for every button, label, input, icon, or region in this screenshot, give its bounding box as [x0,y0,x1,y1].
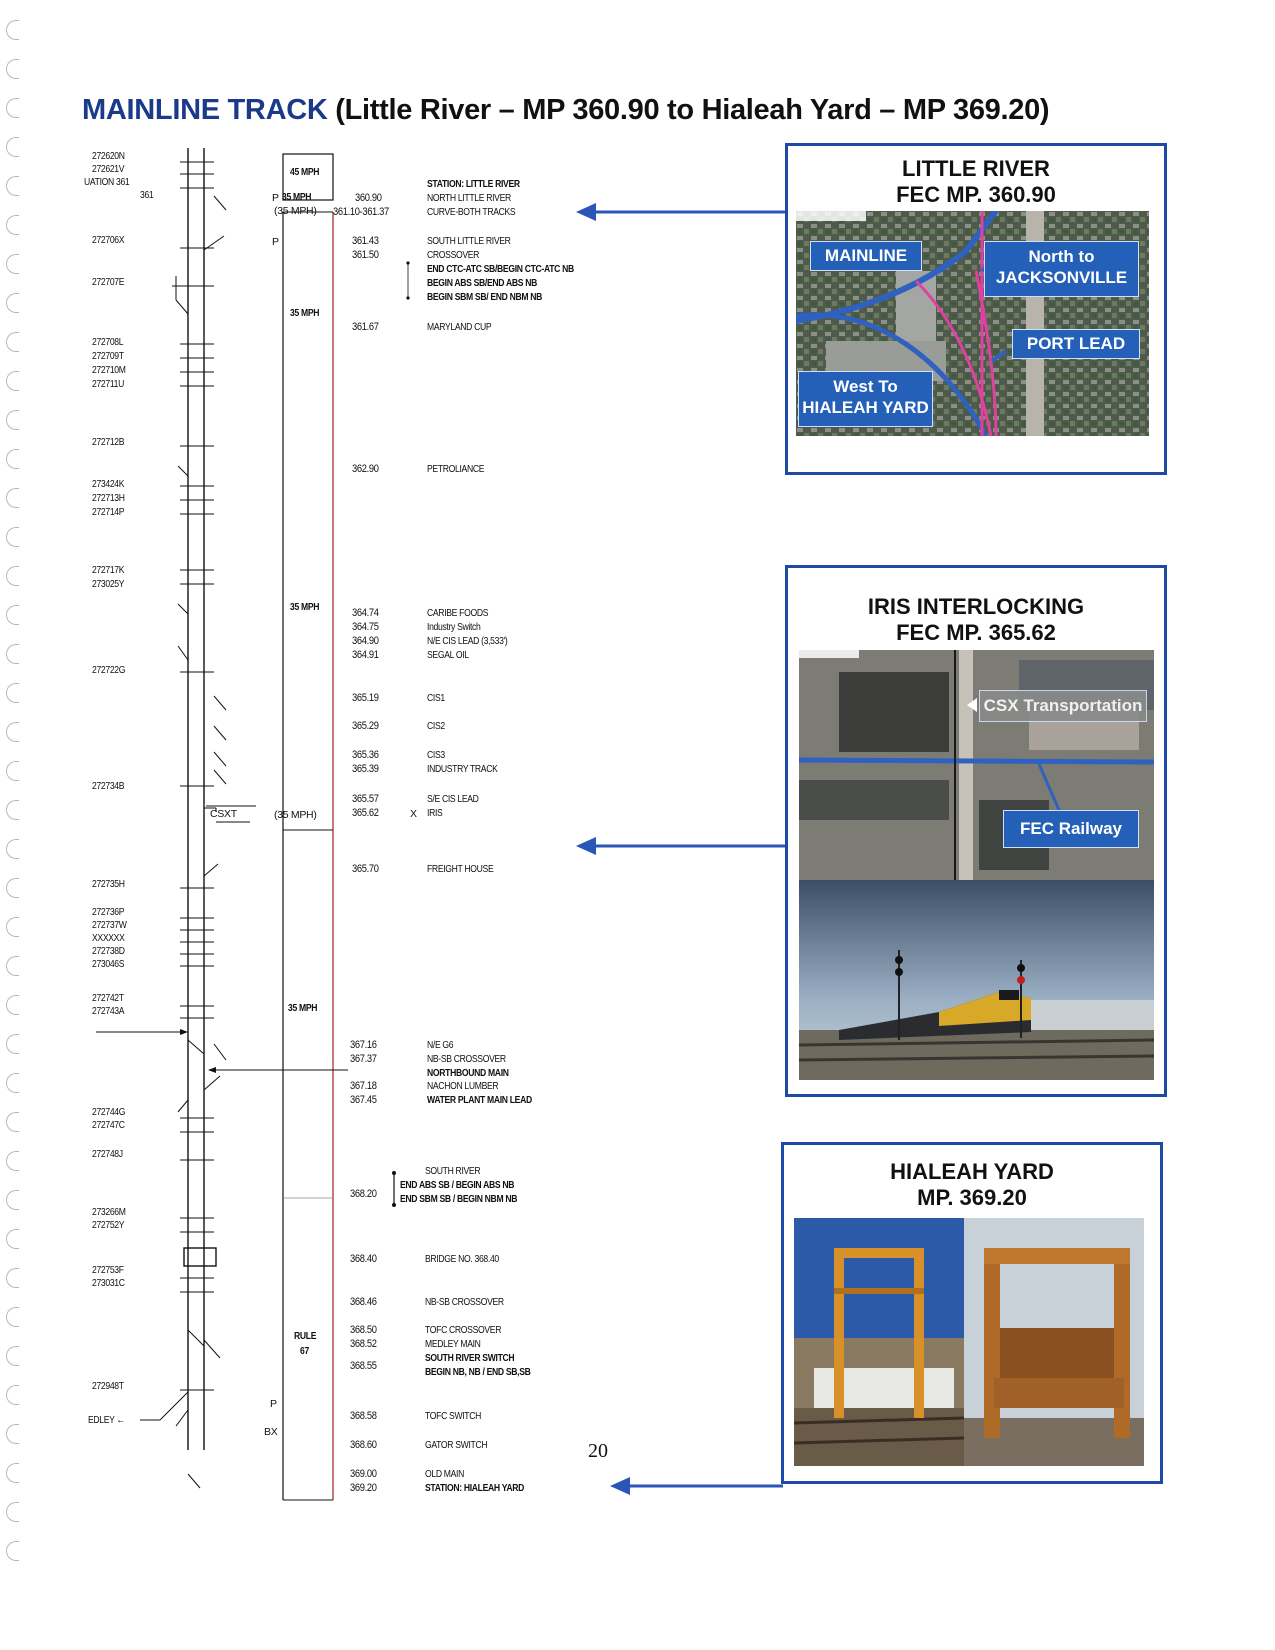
speed-limit: 35 MPH [282,191,312,203]
location-description: CIS2 [427,720,445,732]
location-description: STATION: LITTLE RIVER [427,178,520,190]
location-description: N/E G6 [427,1039,454,1051]
location-description: MEDLEY MAIN [425,1338,481,1350]
little-river-panel [785,143,1167,475]
panel-subtitle: FEC MP. 360.90 [896,182,1056,207]
crossing-number: 272708L [92,336,124,348]
location-description: TOFC CROSSOVER [425,1324,502,1336]
location-description: NB-SB CROSSOVER [425,1296,504,1308]
page-title-rest: (Little River – MP 360.90 to Hialeah Yard – MP 369.20) [335,94,1050,126]
location-description: END CTC-ATC SB/BEGIN CTC-ATC NB [427,263,574,275]
milepost: 361.10-361.37 [333,206,389,218]
location-description: CIS3 [427,749,445,761]
signal-p: P [270,1398,277,1410]
signal-bx: BX [264,1426,278,1438]
crossing-number: 272722G [92,664,126,676]
hialeah-crane-photo-left [794,1218,964,1466]
panel-subtitle: MP. 369.20 [917,1185,1027,1210]
signal-p: P [272,192,279,204]
crossing-number: 272742T [92,992,124,1004]
speed-limit: (35 MPH) [274,205,317,217]
milepost: 368.60 [350,1439,377,1451]
crossing-number: 272709T [92,350,124,362]
location-description: MARYLAND CUP [427,321,492,333]
crossing-number: 273025Y [92,578,125,590]
location-description: CROSSOVER [427,249,480,261]
milepost: 365.29 [352,720,379,732]
fec-railway-tag: FEC Railway [1003,810,1139,848]
location-description: CARIBE FOODS [427,607,489,619]
crossing-number: 272748J [92,1148,123,1160]
crossing-number: 273031C [92,1277,125,1289]
location-description: CIS1 [427,692,445,704]
crossing-number: 272711U [92,378,125,390]
milepost: 365.57 [352,793,379,805]
location-description: NB-SB CROSSOVER [427,1053,506,1065]
north-jacksonville-tag: North to JACKSONVILLE [984,241,1139,297]
medley-label: EDLEY ← [88,1414,125,1426]
location-description: STATION: HIALEAH YARD [425,1482,524,1494]
rule-number: 67 [300,1345,309,1357]
crossing-number: 272710M [92,364,126,376]
location-description: OLD MAIN [425,1468,465,1480]
crossing-number: 272707E [92,276,125,288]
location-description: BRIDGE NO. 368.40 [425,1253,499,1265]
crossing-number: 272948T [92,1380,124,1392]
milepost: 365.39 [352,763,379,775]
crossing-number: 272706X [92,234,125,246]
crossing-number: 272621V [92,163,125,175]
location-description: PETROLIANCE [427,463,485,475]
milepost: 368.55 [350,1360,377,1372]
panel-title: HIALEAH YARD [890,1159,1054,1184]
crossing-number: 272714P [92,506,125,518]
location-description: FREIGHT HOUSE [427,863,494,875]
rule-label: RULE [294,1330,317,1342]
page-title-main: MAINLINE TRACK [82,94,328,126]
milepost: 365.19 [352,692,379,704]
location-description: NACHON LUMBER [427,1080,499,1092]
milepost: 367.18 [350,1080,377,1092]
crossing-number: 361 [140,189,154,201]
interlocking-x: X [410,808,417,820]
iris-train-photo [799,880,1154,1080]
crossing-number: 272736P [92,906,125,918]
crossing-number: 272753F [92,1264,124,1276]
location-description: SOUTH LITTLE RIVER [427,235,511,247]
crossing-number: 272752Y [92,1219,125,1231]
panel-subtitle: FEC MP. 365.62 [896,620,1056,645]
little-river-aerial-photo [796,211,1149,436]
location-description: SEGAL OIL [427,649,469,661]
crossing-number: 272747C [92,1119,125,1131]
milepost: 368.52 [350,1338,377,1350]
milepost: 360.90 [355,192,382,204]
location-description: END ABS SB / BEGIN ABS NB [400,1179,515,1191]
location-description: S/E CIS LEAD [427,793,479,805]
west-hialeah-tag: West To HIALEAH YARD [798,371,933,427]
hialeah-panel [781,1142,1163,1484]
location-description: NORTH LITTLE RIVER [427,192,511,204]
location-description: SOUTH RIVER [425,1165,481,1177]
crossing-number: 273424K [92,478,125,490]
crossing-number: 272735H [92,878,125,890]
location-description: NORTHBOUND MAIN [427,1067,509,1079]
crossing-number: 272737W [92,919,127,931]
location-description: N/E CIS LEAD (3,533') [427,635,508,647]
milepost: 367.16 [350,1039,377,1051]
location-description: CURVE-BOTH TRACKS [427,206,516,218]
milepost: 367.37 [350,1053,377,1065]
milepost: 361.67 [352,321,379,333]
location-description: BEGIN NB, NB / END SB,SB [425,1366,531,1378]
location-description: SOUTH RIVER SWITCH [425,1352,515,1364]
iris-panel [785,565,1167,1097]
signal-p: P [272,236,279,248]
milepost: 362.90 [352,463,379,475]
location-description: END SBM SB / BEGIN NBM NB [400,1193,518,1205]
milepost: 364.74 [352,607,379,619]
csx-transportation-tag: CSX Transportation [979,690,1147,722]
milepost: 365.70 [352,863,379,875]
location-description: TOFC SWITCH [425,1410,482,1422]
milepost: 367.45 [350,1094,377,1106]
milepost: 361.50 [352,249,379,261]
speed-limit: (35 MPH) [274,809,317,821]
milepost: 368.46 [350,1296,377,1308]
milepost: 368.50 [350,1324,377,1336]
crossing-number: 272743A [92,1005,125,1017]
hialeah-crane-photo-right [964,1218,1144,1466]
location-description: BEGIN ABS SB/END ABS NB [427,277,537,289]
speed-limit: 45 MPH [290,166,320,178]
milepost: 368.58 [350,1410,377,1422]
crossing-number: XXXXXX [92,932,125,944]
milepost: 368.40 [350,1253,377,1265]
crossing-number: 273046S [92,958,125,970]
location-description: GATOR SWITCH [425,1439,488,1451]
milepost: 361.43 [352,235,379,247]
crossing-number: 272620N [92,150,125,162]
milepost: 364.90 [352,635,379,647]
crossing-number: 272744G [92,1106,126,1118]
crossing-number: 272717K [92,564,125,576]
milepost: 364.75 [352,621,379,633]
speed-limit: 35 MPH [288,1002,318,1014]
location-description: BEGIN SBM SB/ END NBM NB [427,291,543,303]
location-description: Industry Switch [427,621,481,633]
location-description: WATER PLANT MAIN LEAD [427,1094,532,1106]
mainline-tag: MAINLINE [810,241,922,271]
location-description: INDUSTRY TRACK [427,763,498,775]
crossing-number: 272738D [92,945,125,957]
milepost: 364.91 [352,649,379,661]
milepost: 368.20 [350,1188,377,1200]
milepost: 365.36 [352,749,379,761]
milepost: 369.00 [350,1468,377,1480]
crossing-number: 272734B [92,780,125,792]
milepost: 369.20 [350,1482,377,1494]
crossing-number: 272713H [92,492,125,504]
crossing-number: 272712B [92,436,125,448]
milepost: 365.62 [352,807,379,819]
iris-aerial-photo [799,650,1154,880]
panel-title: LITTLE RIVER [902,156,1050,181]
port-lead-tag: PORT LEAD [1012,329,1140,359]
crossing-number: UATION 361 [84,176,130,188]
speed-limit: 35 MPH [290,601,320,613]
location-description: IRIS [427,807,443,819]
csxt-label: CSXT [210,808,237,820]
speed-limit: 35 MPH [290,307,320,319]
panel-title: IRIS INTERLOCKING [867,594,1085,619]
page-number: 20 [588,1440,608,1462]
crossing-number: 273266M [92,1206,126,1218]
